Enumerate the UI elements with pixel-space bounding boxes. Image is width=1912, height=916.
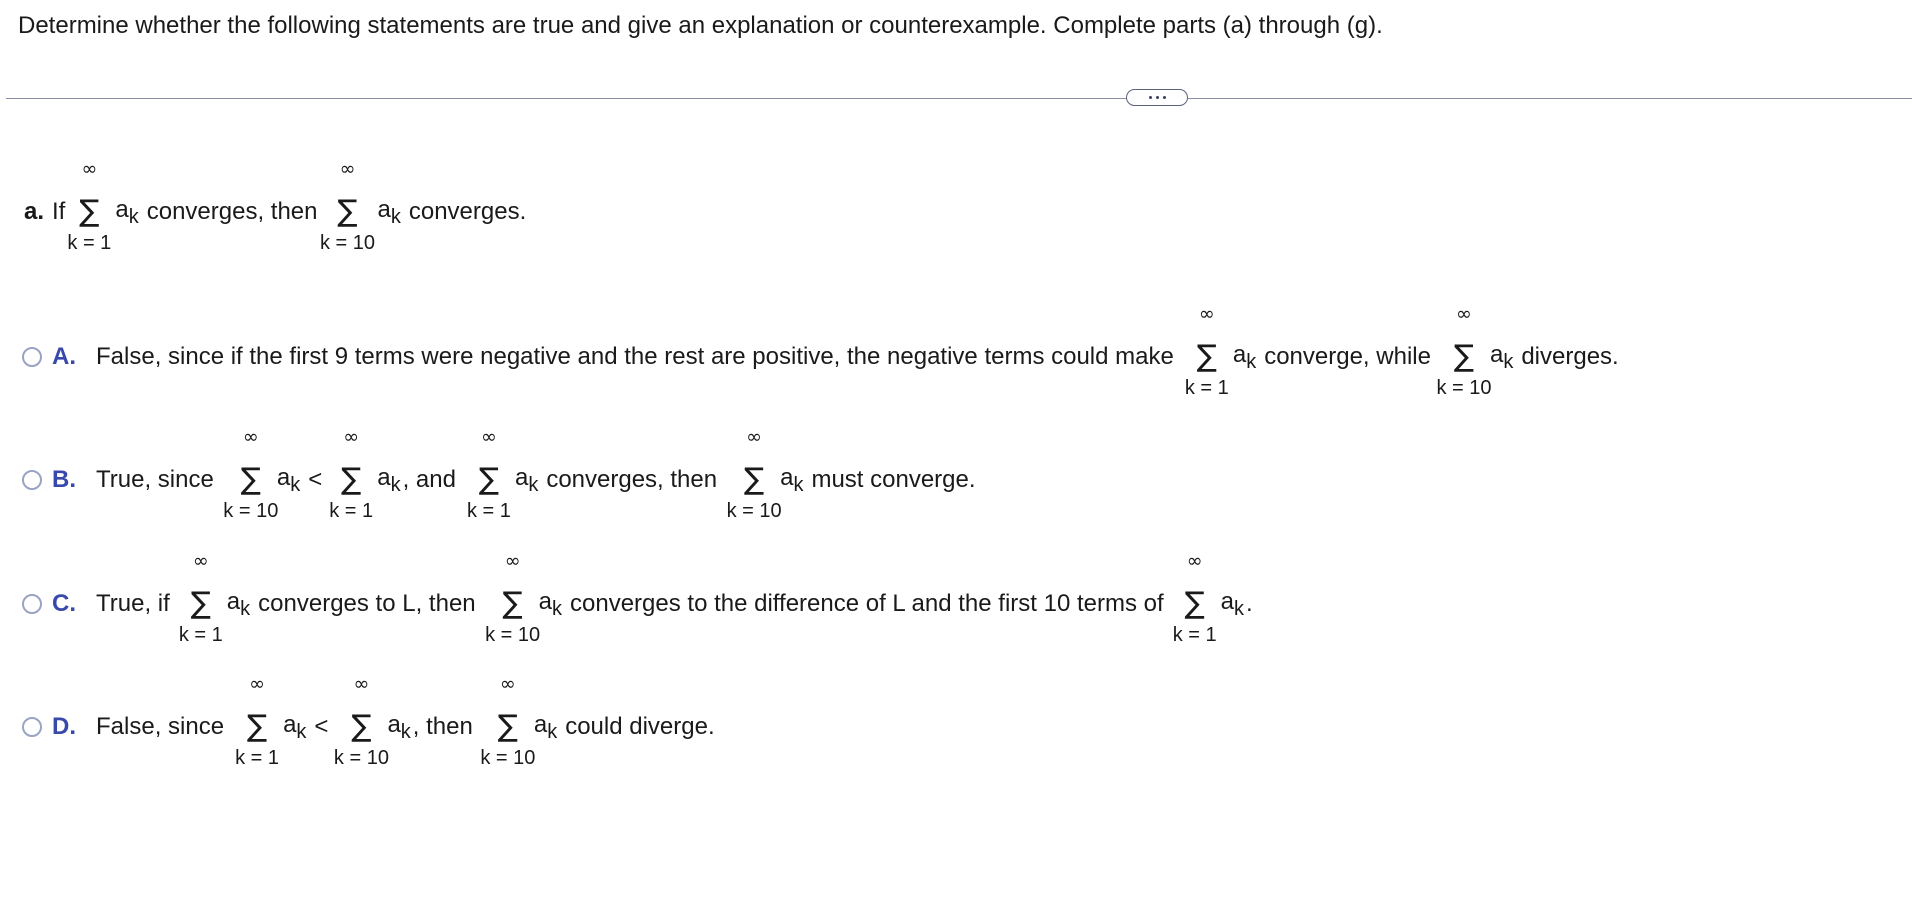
summation-symbol: ∞ ∑ k = 1 — [466, 426, 511, 522]
option-b[interactable] — [22, 426, 976, 522]
option-letter: A. — [52, 343, 76, 370]
series-term: $a_k$ — [514, 463, 539, 496]
summation-symbol: ∞ ∑ k = 1 — [1172, 550, 1217, 646]
summation-symbol: ∞ ∑ k = 10 — [485, 550, 541, 646]
option-letter: C. — [52, 590, 76, 617]
option-text: True, if — [96, 590, 170, 617]
series-term: $a_k$ — [377, 463, 401, 496]
summation-symbol: ∞ ∑ k = 1 — [235, 673, 280, 769]
series-term: $a_k$ — [377, 195, 401, 228]
series-term: $a_k$ — [538, 587, 562, 620]
option-c[interactable] — [22, 550, 1253, 646]
summation-symbol: ∞ ∑ k = 10 — [319, 158, 376, 254]
summation-symbol: ∞ ∑ k = 10 — [1436, 303, 1492, 399]
summation-symbol: ∞ ∑ k = 1 — [329, 426, 374, 522]
statement-text: converges. — [408, 198, 527, 225]
radio-option-b[interactable] — [22, 470, 42, 490]
series-term: $a_k$ — [1220, 587, 1245, 620]
instructions: Determine whether the following statements are true and give an explanation or counterexample. Complete parts (a) through (g). — [18, 12, 1383, 39]
more-button[interactable] — [1126, 89, 1188, 106]
option-text: converges to the difference of L and the first 10 terms of — [570, 590, 1164, 617]
radio-option-a[interactable] — [22, 347, 42, 367]
option-a[interactable] — [22, 303, 1619, 399]
option-text: False, since — [96, 713, 225, 740]
more-dot-icon — [1156, 96, 1159, 99]
summation-symbol: ∞ ∑ k = 1 — [1184, 303, 1229, 399]
radio-option-d[interactable] — [22, 717, 42, 737]
series-term: $a_k$ — [387, 710, 411, 743]
statement-if: If — [52, 198, 66, 225]
option-text: must converge. — [811, 466, 976, 493]
divider — [6, 98, 1912, 99]
option-text: , then — [412, 713, 473, 740]
less-than: < — [308, 466, 323, 493]
series-term: $a_k$ — [283, 710, 307, 743]
summation-symbol: ∞ ∑ k = 10 — [480, 673, 536, 769]
option-letter: D. — [52, 713, 76, 740]
option-text: could diverge. — [565, 713, 715, 740]
less-than: < — [314, 713, 329, 740]
option-text: False, since if the first 9 terms were negative and the rest are positive, the negative terms could make — [96, 343, 1174, 370]
part-label: a. — [24, 198, 45, 225]
radio-option-c[interactable] — [22, 594, 42, 614]
series-term: $a_k$ — [780, 463, 804, 496]
part-a-statement — [24, 158, 527, 254]
series-term: $a_k$ — [115, 195, 139, 228]
statement-text: converges, then — [146, 198, 318, 225]
option-text: , and — [402, 466, 456, 493]
option-text: converges to L, then — [258, 590, 476, 617]
option-text: converges, then — [546, 466, 718, 493]
more-dot-icon — [1163, 96, 1166, 99]
summation-symbol: ∞ ∑ k = 1 — [178, 550, 223, 646]
more-dot-icon — [1149, 96, 1152, 99]
summation-symbol: ∞ ∑ k = 1 — [67, 158, 112, 254]
summation-symbol: ∞ ∑ k = 10 — [223, 426, 279, 522]
series-term: $a_k$ — [1232, 340, 1257, 373]
option-text: diverges. — [1521, 343, 1619, 370]
series-term: $a_k$ — [276, 463, 301, 496]
series-term: $a_k$ — [226, 587, 251, 620]
option-d[interactable] — [22, 673, 715, 769]
option-text: converge, while — [1264, 343, 1431, 370]
option-text: True, since — [96, 466, 214, 493]
summation-symbol: ∞ ∑ k = 10 — [333, 673, 389, 769]
series-term: $a_k$ — [1489, 340, 1514, 373]
summation-symbol: ∞ ∑ k = 10 — [726, 426, 782, 522]
series-term: $a_k$ — [533, 710, 558, 743]
option-text: . — [1246, 590, 1253, 617]
option-letter: B. — [52, 466, 76, 493]
